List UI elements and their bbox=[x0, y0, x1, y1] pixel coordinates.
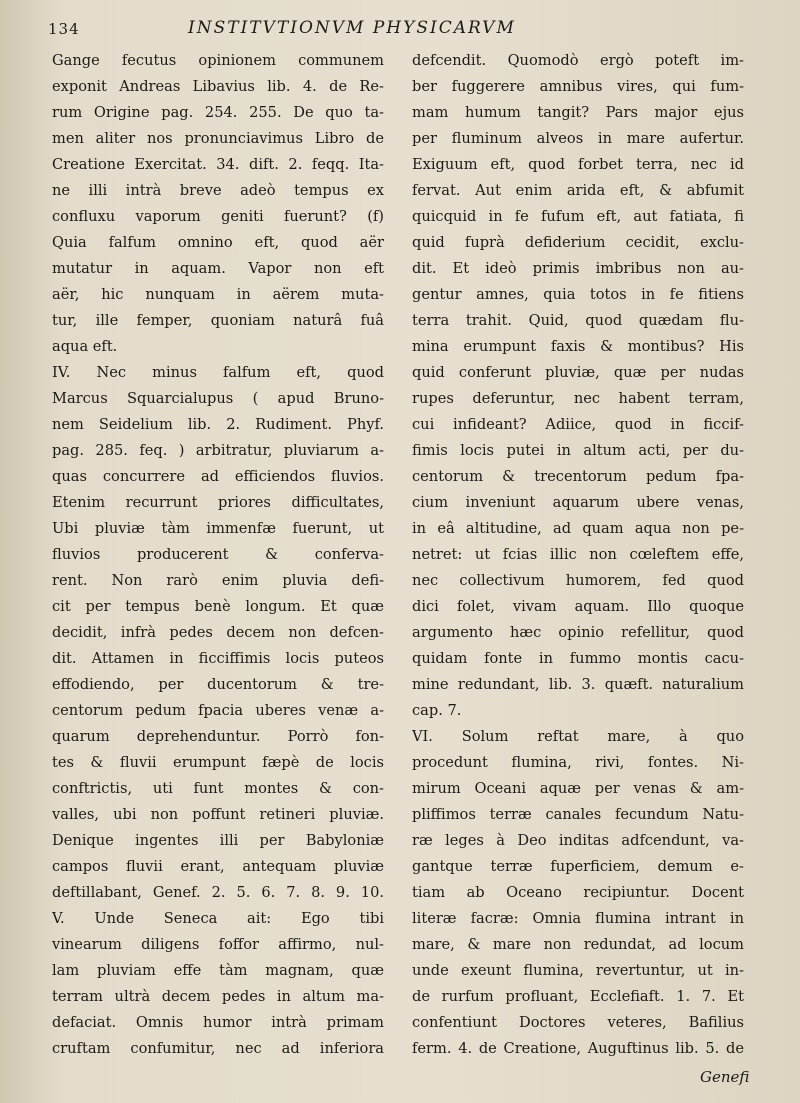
text-line: mirum Oceani aquæ per venas & am- bbox=[412, 780, 744, 797]
text-line: defcendit. Quomodò ergò poteft im- bbox=[412, 52, 744, 69]
text-line: cit per tempus benè longum. Et quæ bbox=[52, 598, 384, 615]
text-line: men aliter nos pronunciavimus Libro de bbox=[52, 130, 384, 147]
text-line: mine redundant, lib. 3. quæft. naturalium bbox=[412, 676, 744, 693]
text-line: pag. 285. feq. ) arbitratur, pluviarum a- bbox=[52, 442, 384, 459]
text-line: cui infideant? Adiice, quod in ficcif- bbox=[412, 416, 744, 433]
text-line: terra trahit. Quid, quod quædam flu- bbox=[412, 312, 744, 329]
text-line: cium inveniunt aquarum ubere venas, bbox=[412, 494, 744, 511]
text-line: Etenim recurrunt priores difficultates, bbox=[52, 494, 384, 511]
text-line: Marcus Squarcialupus ( apud Bruno- bbox=[52, 390, 384, 407]
text-line: VI. Solum reftat mare, à quo bbox=[412, 728, 744, 745]
text-line: quas concurrere ad efficiendos fluvios. bbox=[52, 468, 384, 485]
text-line: rum Origine pag. 254. 255. De quo ta- bbox=[52, 104, 384, 121]
text-line: quidam fonte in fummo montis cacu- bbox=[412, 650, 744, 667]
text-line: deftillabant, Genef. 2. 5. 6. 7. 8. 9. 10. bbox=[52, 884, 384, 901]
text-line: terram ultrà decem pedes in altum ma- bbox=[52, 988, 384, 1005]
text-line: conftrictis, uti funt montes & con- bbox=[52, 780, 384, 797]
text-line: mutatur in aquam. Vapor non eft bbox=[52, 260, 384, 277]
text-line: campos fluvii erant, antequam pluviæ bbox=[52, 858, 384, 875]
text-line: nec collectivum humorem, fed quod bbox=[412, 572, 744, 589]
text-line: Gange fecutus opinionem communem bbox=[52, 52, 384, 69]
text-line: argumento hæc opinio refellitur, quod bbox=[412, 624, 744, 641]
page-header bbox=[48, 18, 768, 44]
catchword: Genefi bbox=[700, 1068, 750, 1086]
text-line: dit. Attamen in ficciffimis locis puteos bbox=[52, 650, 384, 667]
text-line: valles, ubi non poffunt retineri pluviæ. bbox=[52, 806, 384, 823]
text-line: netret: ut fcias illic non cœleftem effe, bbox=[412, 546, 744, 563]
text-line: Denique ingentes illi per Babyloniæ bbox=[52, 832, 384, 849]
text-line: ræ leges à Deo inditas adfcendunt, va- bbox=[412, 832, 744, 849]
text-line: fimis locis putei in altum acti, per du- bbox=[412, 442, 744, 459]
text-line: per fluminum alveos in mare aufertur. bbox=[412, 130, 744, 147]
text-line: mam humum tangit? Pars major ejus bbox=[412, 104, 744, 121]
text-line: quarum deprehenduntur. Porrò fon- bbox=[52, 728, 384, 745]
text-line: exponit Andreas Libavius lib. 4. de Re- bbox=[52, 78, 384, 95]
text-line: ber fuggerere amnibus vires, qui fum- bbox=[412, 78, 744, 95]
text-line: procedunt flumina, rivi, fontes. Ni- bbox=[412, 754, 744, 771]
text-line: decidit, infrà pedes decem non defcen- bbox=[52, 624, 384, 641]
text-line: Exiguum eft, quod forbet terra, nec id bbox=[412, 156, 744, 173]
text-line: unde exeunt flumina, revertuntur, ut in- bbox=[412, 962, 744, 979]
text-line: defaciat. Omnis humor intrà primam bbox=[52, 1014, 384, 1031]
text-line: Quia falfum omnino eft, quod aër bbox=[52, 234, 384, 251]
text-line: cap. 7. bbox=[412, 702, 462, 719]
page-number: 134 bbox=[48, 20, 80, 38]
text-line: dici folet, vivam aquam. Illo quoque bbox=[412, 598, 744, 615]
text-line: ne illi intrà breve adeò tempus ex bbox=[52, 182, 384, 199]
text-line: ferm. 4. de Creatione, Auguftinus lib. 5. de bbox=[412, 1040, 744, 1057]
text-line: fervat. Aut enim arida eft, & abfumit bbox=[412, 182, 744, 199]
text-line: nem Seidelium lib. 2. Rudiment. Phyf. bbox=[52, 416, 384, 433]
text-line: mare, & mare non redundat, ad locum bbox=[412, 936, 744, 953]
text-line: cruftam confumitur, nec ad inferiora bbox=[52, 1040, 384, 1057]
text-line: tiam ab Oceano recipiuntur. Docent bbox=[412, 884, 744, 901]
text-line: V. Unde Seneca ait: Ego tibi bbox=[52, 910, 384, 927]
text-line: effodiendo, per ducentorum & tre- bbox=[52, 676, 384, 693]
text-line: rupes deferuntur, nec habent terram, bbox=[412, 390, 744, 407]
text-line: mina erumpunt faxis & montibus? His bbox=[412, 338, 744, 355]
text-line: de rurfum profluant, Ecclefiaft. 1. 7. Et bbox=[412, 988, 744, 1005]
text-line: Ubi pluviæ tàm immenfæ fuerunt, ut bbox=[52, 520, 384, 537]
text-line: quid fuprà defiderium cecidit, exclu- bbox=[412, 234, 744, 251]
text-line: aër, hic nunquam in aërem muta- bbox=[52, 286, 384, 303]
text-line: vinearum diligens foffor affirmo, nul- bbox=[52, 936, 384, 953]
left-text-column bbox=[52, 48, 384, 1062]
text-line: gentur amnes, quia totos in fe fitiens bbox=[412, 286, 744, 303]
text-line: quicquid in fe fufum eft, aut fatiata, fi bbox=[412, 208, 744, 225]
text-line: rent. Non rarò enim pluvia defi- bbox=[52, 572, 384, 589]
text-line: IV. Nec minus falfum eft, quod bbox=[52, 364, 384, 381]
text-line: literæ facræ: Omnia flumina intrant in bbox=[412, 910, 744, 927]
text-line: confluxu vaporum geniti fuerunt? (f) bbox=[52, 208, 384, 225]
text-line: pliffimos terræ canales fecundum Natu- bbox=[412, 806, 744, 823]
text-line: lam pluviam effe tàm magnam, quæ bbox=[52, 962, 384, 979]
text-line: tur, ille femper, quoniam naturâ fuâ bbox=[52, 312, 384, 329]
text-line: aqua eft. bbox=[52, 338, 118, 355]
text-line: Creatione Exercitat. 34. dift. 2. feqq. Ita- bbox=[52, 156, 384, 173]
text-line: gantque terræ fuperficiem, demum e- bbox=[412, 858, 744, 875]
text-line: quid conferunt pluviæ, quæ per nudas bbox=[412, 364, 744, 381]
text-line: centorum & trecentorum pedum fpa- bbox=[412, 468, 744, 485]
text-line: dit. Et ideò primis imbribus non au- bbox=[412, 260, 744, 277]
text-line: in eâ altitudine, ad quam aqua non pe- bbox=[412, 520, 744, 537]
text-line: confentiunt Doctores veteres, Bafilius bbox=[412, 1014, 744, 1031]
text-line: centorum pedum fpacia uberes venæ a- bbox=[52, 702, 384, 719]
text-line: tes & fluvii erumpunt fæpè de locis bbox=[52, 754, 384, 771]
right-text-column bbox=[412, 48, 744, 1062]
text-line: fluvios producerent & conferva- bbox=[52, 546, 384, 563]
running-title: INSTITVTIONVM PHYSICARVM bbox=[188, 18, 516, 38]
